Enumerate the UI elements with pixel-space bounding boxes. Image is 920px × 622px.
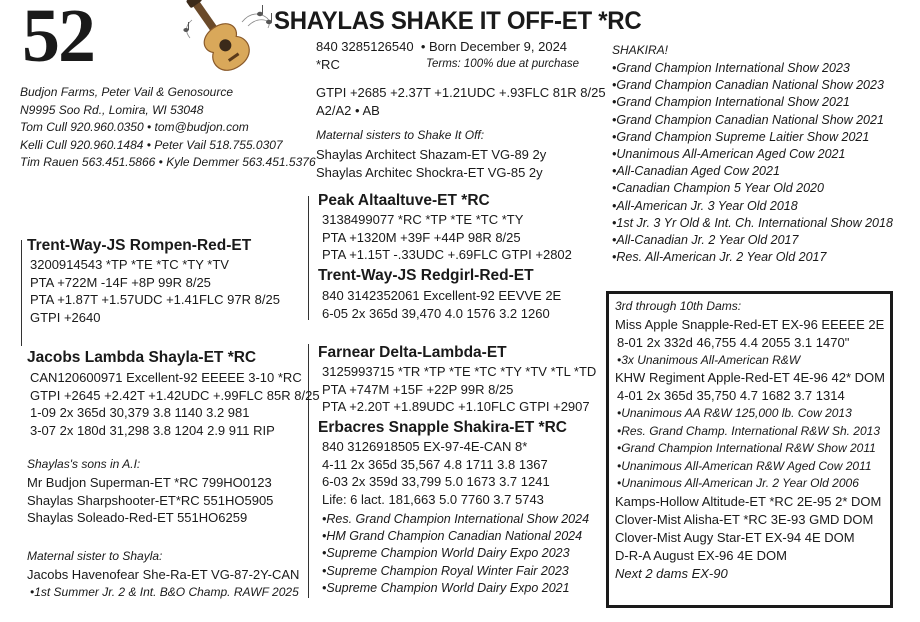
shakira-honors xyxy=(322,511,589,597)
list-item: •Grand Champion Supreme Laitier Show 2021 xyxy=(612,129,870,144)
farnear-details: 3125993715 *TR *TP *TE *TC *TY *TV *TL *TD PTA +747M +15F +22P 99R 8/25 PTA +2.20T +1.89UDC +1.10FLC GTPI +2907 xyxy=(322,364,597,414)
dam-line: Kamps-Hollow Altitude-ET *RC 2E-95 2* DOM xyxy=(615,493,882,509)
shakira-details: 840 3126918505 EX-97-4E-CAN 8* 4-11 2x 365d 35,567 4.8 1711 3.8 1367 6-03 2x 359d 33,799 5.0 1673 3.7 1241 Life: 6 lact. 181,663 5.0 7760 3.7 5743 xyxy=(322,439,550,507)
dam-name: Jacobs Lambda Shayla-ET *RC xyxy=(27,349,257,366)
subject-rc: *RC xyxy=(316,57,340,72)
consignor-line: Budjon Farms, Peter Vail & Genosource xyxy=(20,85,233,99)
dam-line: D-R-A August EX-96 4E DOM xyxy=(615,547,787,563)
pedigree-bracket-sire xyxy=(21,240,22,346)
list-item: •Grand Champion International Show 2021 xyxy=(612,95,850,110)
maternal-sisters-list xyxy=(316,146,546,182)
list-item: •Grand Champion International Show 2023 xyxy=(612,61,850,75)
list-item: Shaylas Architec Shockra-ET VG-85 2y xyxy=(316,165,543,180)
guitar-icon xyxy=(172,0,277,72)
dam-note: •Grand Champion International R&W Show 2011 xyxy=(617,441,876,455)
consignor-info xyxy=(20,84,316,172)
sons-list xyxy=(27,474,273,527)
dam-note: •Unanimous All-American R&W Aged Cow 2011 xyxy=(617,458,872,473)
peak-name: Peak Altaaltuve-ET *RC xyxy=(318,192,490,209)
sister-shayla-name: Jacobs Havenofear She-Ra-ET VG-87-2Y-CAN xyxy=(27,567,300,582)
dams-box xyxy=(606,291,893,608)
shakira-name: Erbacres Snapple Shakira-ET *RC xyxy=(318,419,567,436)
dam-note: •Unanimous AA R&W 125,000 lb. Cow 2013 xyxy=(617,406,852,420)
list-item: •All-American Jr. 3 Year Old 2018 xyxy=(612,198,798,213)
list-item: •All-Canadian Aged Cow 2021 xyxy=(612,164,780,179)
sister-shayla-note: •1st Summer Jr. 2 & Int. B&O Champ. RAWF 2025 xyxy=(30,585,299,599)
consignor-line: N9995 Soo Rd., Lomira, WI 53048 xyxy=(20,102,204,117)
list-item: •Grand Champion Canadian National Show 2021 xyxy=(612,112,884,127)
dam-note: •Unanimous All-American Jr. 2 Year Old 2006 xyxy=(617,476,859,490)
sons-heading: Shaylas's sons in A.I: xyxy=(27,457,141,471)
consignor-line: Kelli Cull 920.960.1484 • Peter Vail 518.755.0307 xyxy=(20,137,283,152)
sire-details: 3200914543 *TP *TE *TC *TY *TV PTA +722M -14F +8P 99R 8/25 PTA +1.87T +1.57UDC +1.41FLC 97R 8/25 GTPI +2640 xyxy=(30,257,280,325)
list-item: •Unanimous All-American Aged Cow 2021 xyxy=(612,147,846,162)
list-item: Shaylas Sharpshooter-ET*RC 551HO5905 xyxy=(27,492,274,508)
list-item: •Supreme Champion World Dairy Expo 2023 xyxy=(322,546,570,561)
maternal-sisters-heading: Maternal sisters to Shake It Off: xyxy=(316,128,485,142)
lot-number: 52 xyxy=(22,0,94,78)
sister-shayla-heading: Maternal sister to Shayla: xyxy=(27,549,163,563)
list-item: •HM Grand Champion Canadian National 2024 xyxy=(322,529,583,544)
list-item: •Res. Grand Champion International Show 2024 xyxy=(322,512,590,526)
list-item: •Supreme Champion Royal Winter Fair 2023 xyxy=(322,563,569,578)
sire-name: Trent-Way-JS Rompen-Red-ET xyxy=(27,237,252,254)
redgirl-name: Trent-Way-JS Redgirl-Red-ET xyxy=(318,267,534,284)
list-item: •All-Canadian Jr. 2 Year Old 2017 xyxy=(612,233,799,248)
pedigree-bracket-peak xyxy=(308,196,309,320)
list-item: Mr Budjon Superman-ET *RC 799HO0123 xyxy=(27,475,272,490)
consignor-line: Tim Rauen 563.451.5866 • Kyle Demmer 563.451.5376 xyxy=(20,155,316,169)
shakira-right-list xyxy=(612,60,893,266)
subject-registration: 840 3285126540 • Born December 9, 2024 xyxy=(316,39,568,54)
consignor-line: Tom Cull 920.960.0350 • tom@budjon.com xyxy=(20,120,249,134)
list-item: Shaylas Architect Shazam-ET VG-89 2y xyxy=(316,147,547,162)
next-dams: Next 2 dams EX-90 xyxy=(615,565,728,581)
list-item: •Res. All-American Jr. 2 Year Old 2017 xyxy=(612,250,827,265)
peak-details: 3138499077 *RC *TP *TE *TC *TY PTA +1320M +39F +44P 98R 8/25 PTA +1.15T -.33UDC +.69FLC GTPI +2802 xyxy=(322,212,572,262)
farnear-name: Farnear Delta-Lambda-ET xyxy=(318,344,507,361)
dam-line: Clover-Mist Alisha-ET *RC 3E-93 GMD DOM xyxy=(615,511,874,527)
dam-note: •3x Unanimous All-American R&W xyxy=(617,352,801,367)
list-item: •1st Jr. 3 Yr Old & Int. Ch. International Show 2018 xyxy=(612,215,893,230)
subject-a2: A2/A2 • AB xyxy=(316,103,380,118)
list-item: Shaylas Soleado-Red-ET 551HO6259 xyxy=(27,510,248,525)
dam-note: •Res. Grand Champ. International R&W Sh. 2013 xyxy=(617,423,880,438)
dam-line: Clover-Mist Augy Star-ET EX-94 4E DOM xyxy=(615,529,855,545)
dams-heading: 3rd through 10th Dams: xyxy=(615,299,742,313)
dam-record: 8-01 2x 332d 46,755 4.4 2055 3.1 1470" xyxy=(617,334,850,350)
redgirl-details: 840 3142352061 Excellent-92 EEVVE 2E 6-05 2x 365d 39,470 4.0 1576 3.2 1260 xyxy=(322,288,562,321)
terms-text: Terms: 100% due at purchase xyxy=(426,58,579,70)
shakira-right-heading: SHAKIRA! xyxy=(612,43,669,57)
list-item: •Grand Champion Canadian National Show 2023 xyxy=(612,78,884,93)
dam-details: CAN120600971 Excellent-92 EEEEE 3-10 *RC GTPI +2645 +2.42T +1.42UDC +.99FLC 85R 8/25 1-09 2x 365d 30,379 3.8 1140 3.2 981 3-07 2x 180d 31,298 3.8 1204 2.9 911 RIP xyxy=(30,370,320,438)
list-item: •Canadian Champion 5 Year Old 2020 xyxy=(612,181,824,196)
page-title: SHAYLAS SHAKE IT OFF-ET *RC xyxy=(274,7,642,35)
list-item: •Supreme Champion World Dairy Expo 2021 xyxy=(322,580,570,595)
subject-gtpi: GTPI +2685 +2.37T +1.21UDC +.93FLC 81R 8/25 xyxy=(316,85,606,100)
dam-line: KHW Regiment Apple-Red-ET 4E-96 42* DOM xyxy=(615,370,885,385)
dam-record: 4-01 2x 365d 35,750 4.7 1682 3.7 1314 xyxy=(617,388,845,403)
dam-line: Miss Apple Snapple-Red-ET EX-96 EEEEE 2E xyxy=(615,316,885,332)
